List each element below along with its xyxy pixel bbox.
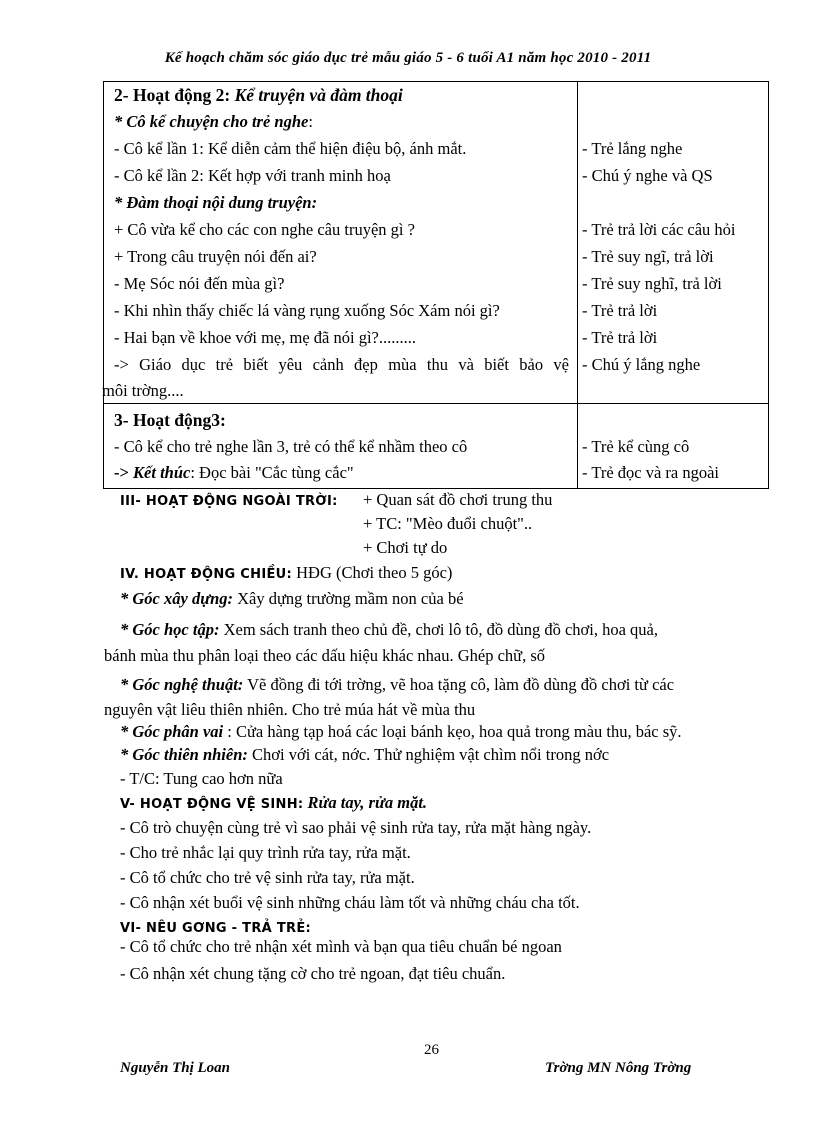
table-row: - Cô kể cho trẻ nghe lần 3, trẻ có thể kể nhầm theo cô - Trẻ kể cùng cô — [114, 437, 690, 456]
list-item: - Cô tổ chức cho trẻ nhận xét mình và bạn qua tiêu chuẩn bé ngoan — [120, 937, 562, 956]
table-row: - Cô kể lần 1: Kể diễn cảm thể hiện điệu bộ, ánh mắt. - Trẻ lắng nghe — [114, 139, 683, 158]
table-row: + Trong câu truyện nói đến ai? - Trẻ suy ngĩ, trả lời — [114, 247, 714, 266]
list-item: + Chơi tự do — [363, 538, 448, 557]
activity-table — [103, 81, 769, 489]
list-item: + Quan sát đồ chơi trung thu — [363, 490, 553, 509]
corner-nature: * Góc thiên nhiên: Chơi với cát, nớc. Thử nghiệm vật chìm nổi trong nớc — [120, 745, 610, 764]
corner-art: * Góc nghệ thuật: Vẽ đồng đi tới trờng, vẽ hoa tặng cô, làm đồ dùng đồ chơi từ các — [120, 675, 675, 694]
corner-art-cont: nguyên vật liêu thiên nhiên. Cho trẻ múa hát về mùa thu — [104, 700, 476, 719]
table-row: -> Kết thúc: Đọc bài "Cắc tùng cắc" - Trẻ đọc và ra ngoài — [114, 463, 720, 482]
table-row: -> Giáo dục trẻ biết yêu cảnh đẹp mùa thu và biết bảo vệ - Chú ý lắng nghe — [114, 355, 701, 374]
list-item: - Cô nhận xét chung tặng cờ cho trẻ ngoan, đạt tiêu chuẩn. — [120, 964, 506, 983]
table-row: - Hai bạn về khoe với mẹ, mẹ đã nói gì?......... - Trẻ trả lời — [114, 328, 658, 347]
table-row: - Cô kể lần 2: Kết hợp với tranh minh hoạ - Chú ý nghe và QS — [114, 166, 713, 185]
corner-build: * Góc xây dựng: Xây dựng trường mầm non của bé — [120, 589, 464, 608]
table-row: - Khi nhìn thấy chiếc lá vàng rụng xuống Sóc Xám nói gì? - Trẻ trả lời — [114, 301, 658, 320]
table-row: - Mẹ Sóc nói đến mùa gì? - Trẻ suy nghĩ, trả lời — [114, 274, 722, 293]
section-heading-outdoor: III- HOẠT ĐỘNG NGOÀI TRỜI: — [120, 494, 338, 509]
section-heading-hygiene: V- HOẠT ĐỘNG VỆ SINH: Rửa tay, rửa mặt. — [120, 793, 428, 812]
table-row: 2- Hoạt động 2: Kể truyện và đàm thoại — [114, 85, 403, 105]
page-number: 26 — [424, 1042, 439, 1058]
corner-role: * Góc phân vai : Cửa hàng tạp hoá các loại bánh kẹo, hoa quả trong màu thu, bác sỹ. — [120, 722, 682, 741]
footer-school: Trờng MN Nông Trờng — [545, 1060, 692, 1076]
table-row: môi trờng.... — [102, 381, 184, 400]
list-item: + TC: "Mèo đuổi chuột".. — [363, 514, 533, 533]
list-item: - Cho trẻ nhắc lại quy trình rửa tay, rửa mặt. — [120, 843, 411, 862]
section-heading-afternoon: IV. HOẠT ĐỘNG CHIỀU: HĐG (Chơi theo 5 góc) — [120, 563, 453, 582]
afternoon-game: - T/C: Tung cao hơn nữa — [120, 769, 283, 788]
table-row: * Đàm thoại nội dung truyện: — [114, 193, 318, 212]
corner-study: * Góc học tập: Xem sách tranh theo chủ đề, chơi lô tô, đồ dùng đồ chơi, hoa quả, — [120, 620, 659, 639]
list-item: - Cô tổ chức cho trẻ vệ sinh rửa tay, rửa mặt. — [120, 868, 415, 887]
list-item: - Cô trò chuyện cùng trẻ vì sao phải vệ sinh rửa tay, rửa mặt hàng ngày. — [120, 818, 592, 837]
table-row: + Cô vừa kể cho các con nghe câu truyện gì ? - Trẻ trả lời các câu hỏi — [114, 220, 736, 239]
section-heading-praise: VI- NÊU GƠNG - TRẢ TRẺ: — [120, 921, 312, 936]
table-row: 3- Hoạt động3: — [114, 410, 226, 430]
corner-study-cont: bánh mùa thu phân loại theo các dấu hiệu khác nhau. Ghép chữ, số — [104, 646, 546, 665]
footer-author: Nguyễn Thị Loan — [120, 1060, 231, 1076]
list-item: - Cô nhận xét buổi vệ sinh những cháu làm tốt và những cháu cha tốt. — [120, 893, 580, 912]
page-header-title: Kế hoạch chăm sóc giáo dục trẻ mẫu giáo 5 - 6 tuổi A1 năm học 2010 - 2011 — [164, 50, 652, 66]
table-row: * Cô kể chuyện cho trẻ nghe: — [114, 112, 313, 131]
